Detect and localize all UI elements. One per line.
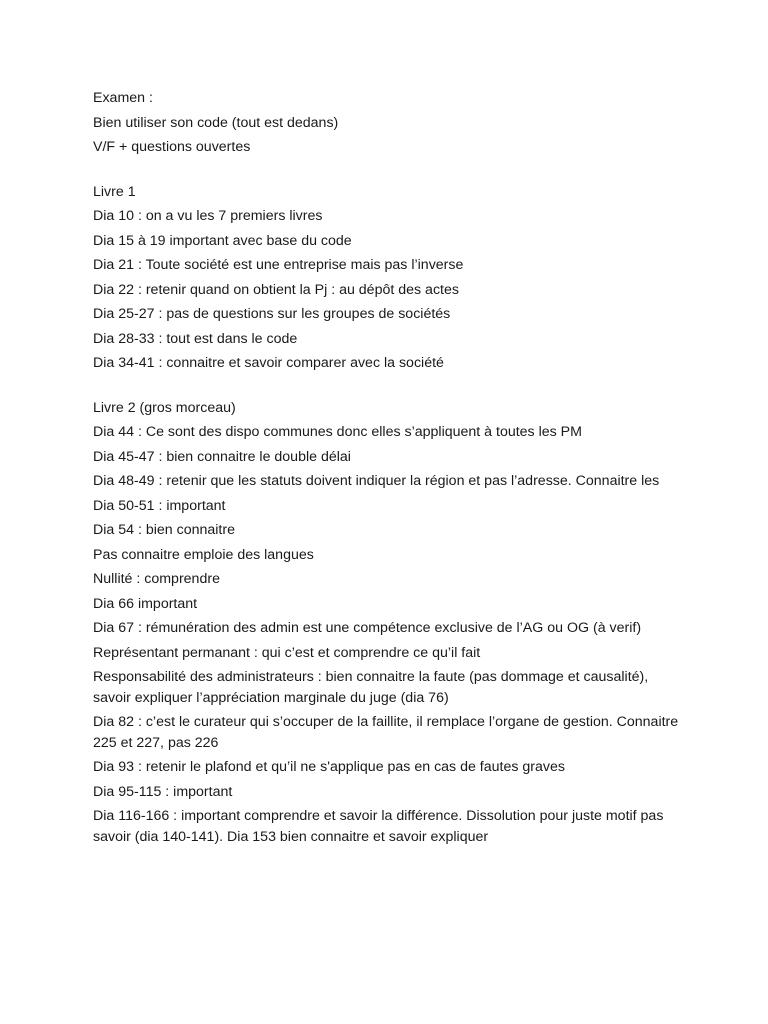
text-line: Dia 50-51 : important [93,497,226,514]
text-line: Dia 25-27 : pas de questions sur les groupes de sociétés [93,306,451,322]
text-line: Représentant permanant : qui c’est et comprendre ce qu’il fait [93,644,481,661]
text-line: Nullité : comprendre [93,571,220,587]
text-line: Pas connaitre emploie des langues [93,546,314,563]
livre-2-section [93,398,683,848]
document-page [93,88,683,851]
text-line: Dia 48-49 : retenir que les statuts doivent indiquer la région et pas l’adresse. Connaitre les [93,473,660,489]
text-line: Bien utiliser son code (tout est dedans) [93,114,339,131]
text-line: Dia 10 : on a vu les 7 premiers livres [93,208,323,224]
section-heading: Livre 2 (gros morceau) [93,399,236,416]
text-line: Dia 66 important [93,595,198,612]
text-line: Dia 116-166 : important comprendre et savoir la différence. Dissolution pour juste motif pas savoir (dia 140-141). Dia 153 bien connaitre et savoir expliquer [93,808,664,845]
text-line: Dia 95-115 : important [93,783,233,800]
text-line: Dia 67 : rémunération des admin est une compétence exclusive de l’AG ou OG (à verif) [93,620,642,636]
livre-1-section [93,182,683,374]
text-line: Responsabilité des administrateurs : bien connaitre la faute (pas dommage et causalité), savoir expliquer l’appréciation marginale du juge (dia 76) [93,669,649,706]
text-line: Examen : [93,90,153,106]
text-line: Dia 28-33 : tout est dans le code [93,330,298,347]
text-line: Dia 82 : c’est le curateur qui s’occuper de la faillite, il remplace l’organe de gestion. Connaitre 225 et 227, pas 226 [93,714,679,751]
text-line: Dia 44 : Ce sont des dispo communes donc elles s’appliquent à toutes les PM [93,424,582,440]
text-line: Dia 45-47 : bien connaitre le double délai [93,448,351,465]
text-line: Dia 22 : retenir quand on obtient la Pj : au dépôt des actes [93,281,459,298]
text-line: V/F + questions ouvertes [93,139,251,155]
text-line: Dia 54 : bien connaitre [93,522,235,538]
text-line: Dia 21 : Toute société est une entreprise mais pas l’inverse [93,257,464,273]
section-heading: Livre 1 [93,183,136,200]
text-line: Dia 93 : retenir le plafond et qu’il ne s'applique pas en cas de fautes graves [93,759,565,775]
exam-section [93,88,683,158]
text-line: Dia 15 à 19 important avec base du code [93,232,352,249]
text-line: Dia 34-41 : connaitre et savoir comparer avec la société [93,355,444,371]
